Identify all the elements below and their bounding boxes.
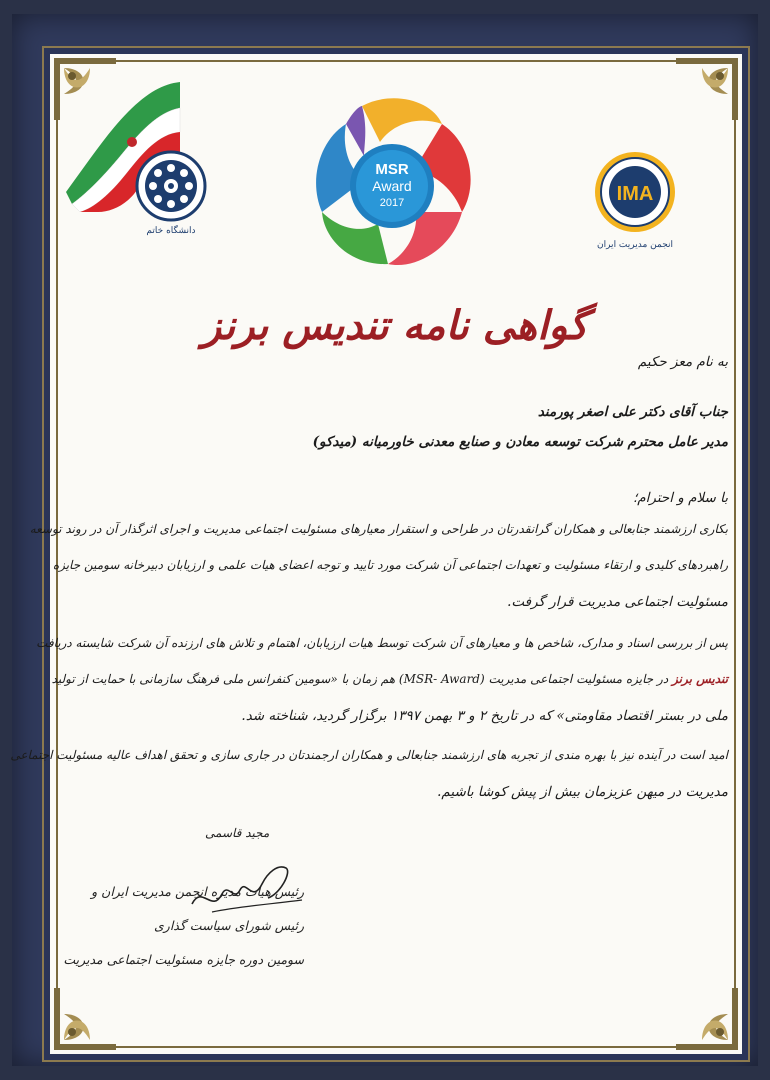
award-label: Award bbox=[372, 178, 412, 194]
ima-monogram: IMA bbox=[616, 183, 654, 205]
khatam-seal-icon bbox=[135, 150, 207, 222]
signatory-role-1: رئیس هیات مدیره انجمن مدیریت ایران و bbox=[91, 884, 304, 899]
recipient-name: جناب آقای دکتر علی اصغر پورمند bbox=[537, 404, 728, 420]
signatory-role-3: سومین دوره جایزه مسئولیت اجتماعی مدیریت bbox=[63, 952, 304, 967]
signatory-role-2: رئیس شورای سیاست گذاری bbox=[154, 918, 304, 933]
ima-logo bbox=[590, 150, 680, 270]
ornament-corner-icon bbox=[50, 984, 120, 1054]
certificate-paper bbox=[10, 54, 742, 1054]
paragraph-2-line-3: ملی در بستر اقتصاد مقاومتی» که در تاریخ ۲ و ۳ بهمن ۱۳۹۷ برگزار گردید، شناخته شد. bbox=[241, 708, 728, 724]
paragraph-2-line-1: پس از بررسی اسناد و مدارک، شاخص ها و معیارهای آن شرکت توسط هیات ارزیابان، اهتمام و تلاش های ارزنده آن شرکت شایسته دریافت bbox=[36, 636, 728, 650]
paragraph-3-line-2: مدیریت در میهن عزیزمان بیش از پیش کوشا باشیم. bbox=[437, 784, 728, 800]
bronze-statue-highlight: تندیس برنز bbox=[672, 672, 728, 686]
ima-caption: انجمن مدیریت ایران bbox=[596, 240, 674, 250]
paragraph-2-line-2-text: در جایزه مسئولیت اجتماعی مدیریت (MSR- Award) هم زمان با «سومین کنفرانس ملی فرهنگ سازمانی با حمایت از تولید bbox=[51, 672, 669, 686]
paragraph-2-line-2 bbox=[52, 672, 728, 686]
certificate-title: گواهی نامه تندیس برنز bbox=[202, 302, 588, 349]
khatam-university-logo bbox=[126, 150, 216, 260]
ornament-corner-icon bbox=[672, 54, 742, 124]
ornament-corner-icon bbox=[672, 984, 742, 1054]
greeting: با سلام و احترام؛ bbox=[632, 490, 728, 506]
certificate-frame bbox=[12, 14, 758, 1066]
msr-label: MSR bbox=[375, 161, 409, 178]
ima-seal-icon bbox=[593, 150, 677, 234]
signatory-name: مجید قاسمی bbox=[205, 826, 270, 840]
paragraph-1-line-3: مسئولیت اجتماعی مدیریت قرار گرفت. bbox=[507, 594, 728, 610]
khatam-caption: دانشگاه خاتم bbox=[146, 226, 196, 236]
paragraph-1-line-1: بکاری ارزشمند جنابعالی و همکاران گرانقدرتان در طراحی و استقرار معیارهای مسئولیت اجتماعی مدیریت و اجرای اثرگذار آن در روند توسعه bbox=[29, 522, 728, 536]
paragraph-3-line-1: امید است در آینده نیز با بهره مندی از تجربه های ارزشمند جنابعالی و همکاران ارجمندتان در جاری سازی و تحقق اهداف عالیه مسئولیت اجتماعی bbox=[10, 748, 728, 762]
recipient-title: مدیر عامل محترم شرکت توسعه معادن و صنایع معدنی خاورمیانه (میدکو) bbox=[312, 434, 728, 450]
award-year: 2017 bbox=[379, 197, 405, 209]
invocation: به نام معز حکیم bbox=[637, 354, 728, 370]
paragraph-1-line-2: راهبردهای کلیدی و ارتقاء مسئولیت و تعهدات اجتماعی آن شرکت مورد تایید و توجه اعضای هیات علمی و ارزیابان دبیرخانه سومین جایزه bbox=[52, 558, 728, 572]
msr-award-logo bbox=[302, 94, 482, 284]
